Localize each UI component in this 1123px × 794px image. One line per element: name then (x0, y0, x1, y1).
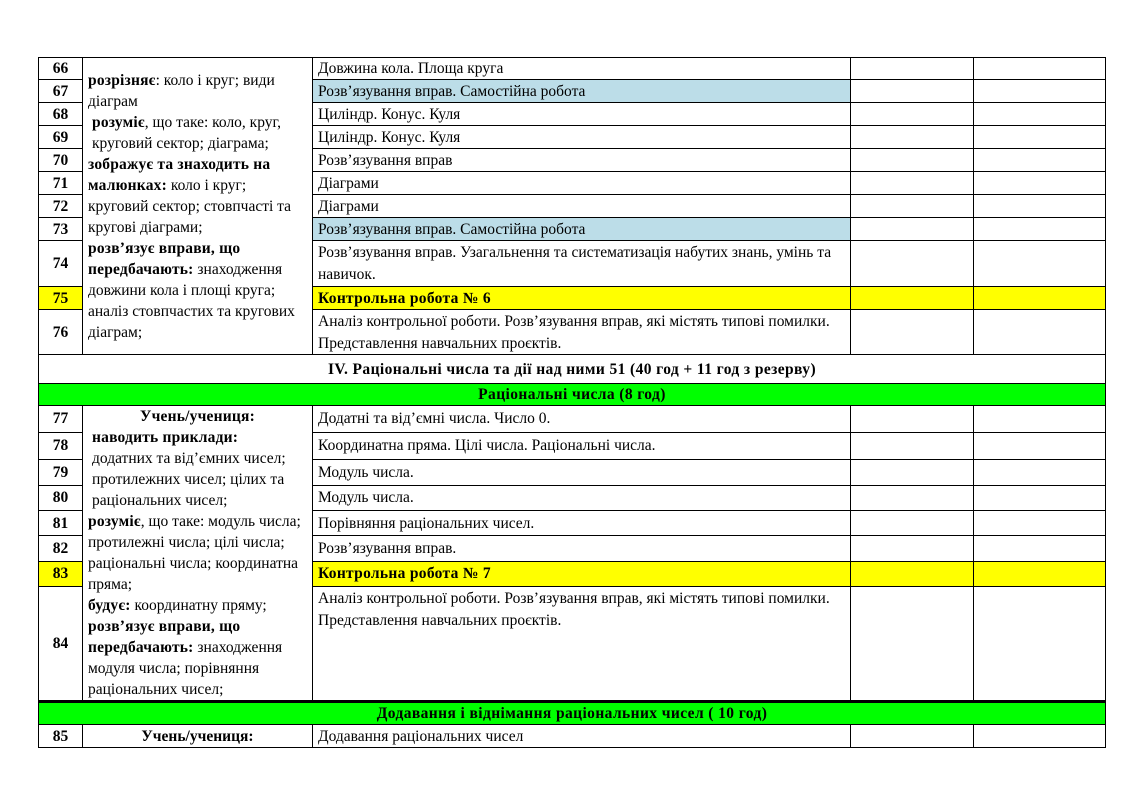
lesson-number: 66 (39, 58, 83, 80)
date-cell (851, 310, 974, 355)
date-cell (851, 58, 974, 80)
subsection-row (39, 702, 1106, 725)
notes-cell (974, 510, 1106, 535)
lesson-topic: Циліндр. Конус. Куля (313, 103, 851, 126)
notes-cell (974, 432, 1106, 460)
lesson-number: 83 (39, 561, 83, 586)
lesson-topic: Розв’язування вправ. Самостійна робота (313, 218, 851, 241)
notes-cell (974, 241, 1106, 287)
date-cell (851, 172, 974, 195)
lesson-number: 70 (39, 149, 83, 172)
lesson-topic: Модуль числа. (313, 460, 851, 485)
learning-outcomes-cell (83, 58, 313, 355)
lesson-number: 69 (39, 126, 83, 149)
notes-cell (974, 536, 1106, 561)
outcome-depicts: зображує та знаходить на малюнках: коло і круг; круговий сектор; стовпчасті та кругові діаграми; (88, 155, 292, 236)
table-row (39, 58, 1106, 80)
student-label: Учень/учениця: (83, 725, 313, 748)
subsection-title: Додавання і віднімання раціональних чисел ( 10 год) (39, 702, 1106, 725)
notes-cell (974, 218, 1106, 241)
lesson-number: 81 (39, 510, 83, 535)
notes-cell (974, 561, 1106, 586)
lesson-topic: Аналіз контрольної роботи. Розв’язування вправ, які містять типові помилки. Представлення навчальних проєктів. (313, 310, 851, 355)
date-cell (851, 432, 974, 460)
lesson-topic: Циліндр. Конус. Куля (313, 126, 851, 149)
subsection-row (39, 384, 1106, 406)
lesson-number: 67 (39, 80, 83, 103)
lesson-topic: Додатні та від’ємні числа. Число 0. (313, 406, 851, 433)
lesson-number: 79 (39, 460, 83, 485)
lesson-topic: Аналіз контрольної роботи. Розв’язування вправ, які містять типові помилки. Представлення навчальних проєктів. (313, 587, 851, 702)
notes-cell (974, 103, 1106, 126)
learning-outcomes-cell (83, 406, 313, 702)
date-cell (851, 406, 974, 433)
lesson-number: 71 (39, 172, 83, 195)
lesson-number: 68 (39, 103, 83, 126)
outcome-understands: розуміє, що таке: коло, круг, круговий сектор; діаграма; (92, 113, 281, 152)
date-cell (851, 126, 974, 149)
notes-cell (974, 485, 1106, 510)
outcome-understands: розуміє, що таке: модуль числа; протилежні числа; цілі числа; раціональні числа; координатна пряма; (88, 513, 301, 593)
outcome-gives-examples: наводить приклади: (92, 429, 239, 446)
outcome-distinguishes: розрізняє: коло і круг; види діаграм (88, 71, 275, 110)
notes-cell (974, 725, 1106, 748)
lesson-topic: Розв’язування вправ. (313, 536, 851, 561)
lesson-plan-table (38, 57, 1106, 748)
outcome-examples-text: додатних та від’ємних чисел; протилежних чисел; цілих та раціональних чисел; (92, 450, 286, 509)
lesson-number: 85 (39, 725, 83, 748)
subsection-title: Раціональні числа (8 год) (39, 384, 1106, 406)
section-title: IV. Раціональні числа та дії над ними 51 (40 год + 11 год з резерву) (39, 355, 1106, 384)
table-row (39, 725, 1106, 748)
date-cell (851, 195, 974, 218)
notes-cell (974, 80, 1106, 103)
lesson-number: 84 (39, 587, 83, 702)
notes-cell (974, 195, 1106, 218)
outcome-solves: розв’язує вправи, що передбачають: знаходження довжини кола і площі круга; аналіз стовпчастих та кругових діаграм; (88, 239, 295, 341)
notes-cell (974, 310, 1106, 355)
date-cell (851, 485, 974, 510)
lesson-number: 75 (39, 287, 83, 310)
lesson-topic: Контрольна робота № 6 (313, 287, 851, 310)
notes-cell (974, 406, 1106, 433)
date-cell (851, 536, 974, 561)
date-cell (851, 510, 974, 535)
outcome-solves: розв’язує вправи, що передбачають: знаходження модуля числа; порівняння раціональних чисел; (88, 618, 283, 698)
lesson-topic: Координатна пряма. Цілі числа. Раціональні числа. (313, 432, 851, 460)
lesson-topic: Діаграми (313, 172, 851, 195)
lesson-topic: Розв’язування вправ. Самостійна робота (313, 80, 851, 103)
date-cell (851, 725, 974, 748)
outcome-builds: будує: координатну пряму; (88, 597, 267, 614)
notes-cell (974, 172, 1106, 195)
date-cell (851, 241, 974, 287)
date-cell (851, 103, 974, 126)
lesson-topic: Довжина кола. Площа круга (313, 58, 851, 80)
date-cell (851, 149, 974, 172)
date-cell (851, 218, 974, 241)
table-row (39, 406, 1106, 433)
date-cell (851, 561, 974, 586)
lesson-topic: Діаграми (313, 195, 851, 218)
notes-cell (974, 587, 1106, 702)
lesson-topic: Додавання раціональних чисел (313, 725, 851, 748)
lesson-number: 82 (39, 536, 83, 561)
lesson-number: 78 (39, 432, 83, 460)
lesson-number: 77 (39, 406, 83, 433)
date-cell (851, 80, 974, 103)
lesson-number: 72 (39, 195, 83, 218)
lesson-topic: Порівняння раціональних чисел. (313, 510, 851, 535)
lesson-topic: Розв’язування вправ (313, 149, 851, 172)
date-cell (851, 587, 974, 702)
lesson-topic: Модуль числа. (313, 485, 851, 510)
lesson-topic: Контрольна робота № 7 (313, 561, 851, 586)
lesson-topic: Розв’язування вправ. Узагальнення та систематизація набутих знань, умінь та навичок. (313, 241, 851, 287)
notes-cell (974, 287, 1106, 310)
student-label: Учень/учениця: (140, 408, 255, 425)
date-cell (851, 460, 974, 485)
section-row (39, 355, 1106, 384)
notes-cell (974, 149, 1106, 172)
notes-cell (974, 460, 1106, 485)
lesson-number: 80 (39, 485, 83, 510)
notes-cell (974, 126, 1106, 149)
lesson-number: 74 (39, 241, 83, 287)
notes-cell (974, 58, 1106, 80)
lesson-number: 73 (39, 218, 83, 241)
lesson-number: 76 (39, 310, 83, 355)
date-cell (851, 287, 974, 310)
